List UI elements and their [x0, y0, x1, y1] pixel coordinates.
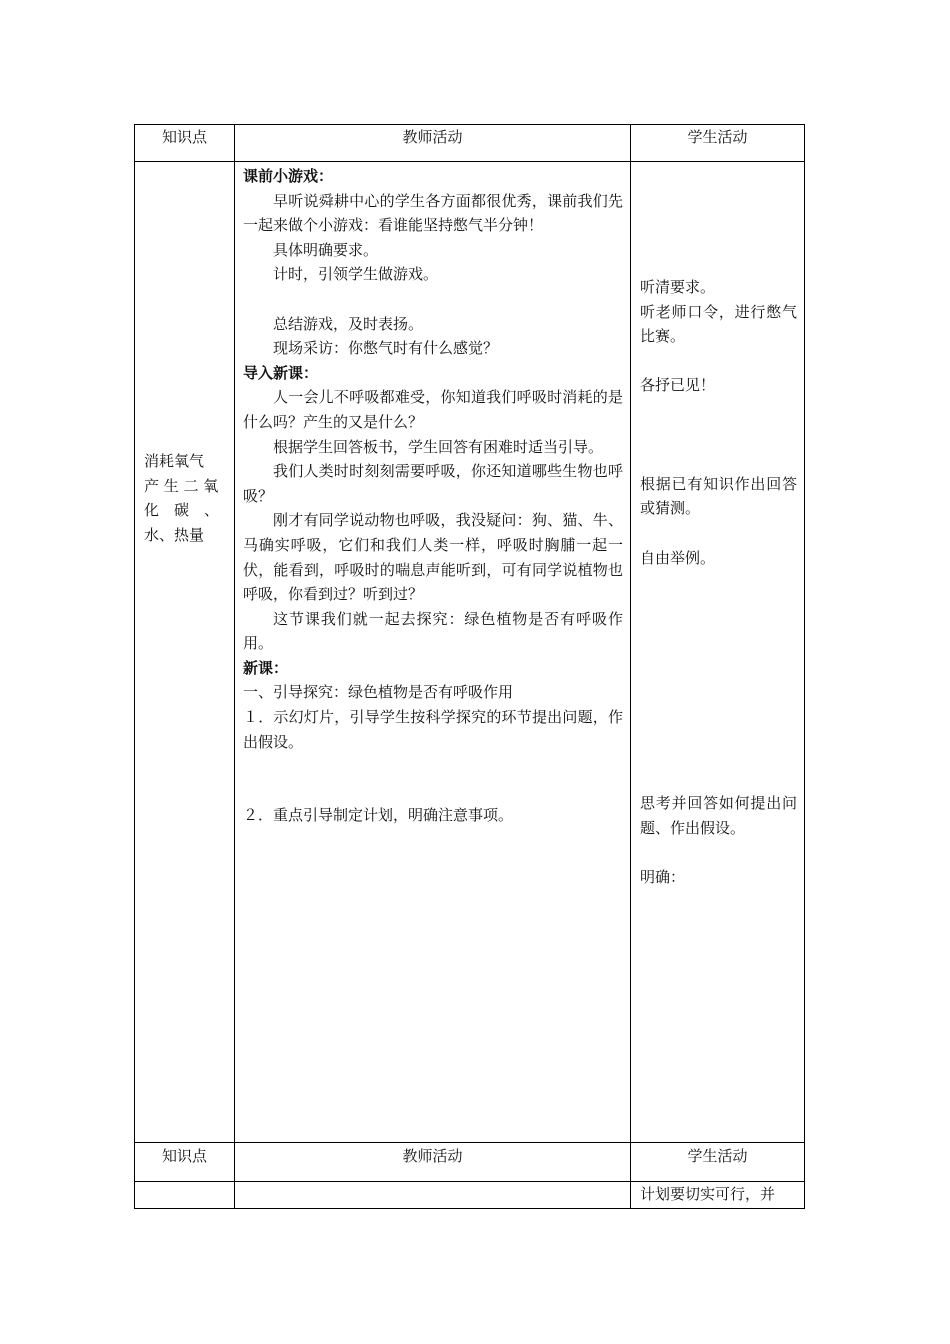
teacher-paragraph: 根据学生回答板书，学生回答有困难时适当引导。: [273, 437, 604, 456]
table-border-left: [134, 124, 135, 1209]
teacher-paragraph: 计时，引领学生做游戏。: [273, 265, 439, 284]
teacher-paragraph: 早听说舜耕中心的学生各方面都很优秀，课前我们先一起来做个小游戏：看谁能坚持憋气半分钟！: [243, 191, 623, 235]
student-response: 思考并回答如何提出问题、作出假设。: [640, 794, 797, 838]
teacher-activity-cell: [243, 164, 623, 828]
teacher-paragraph: 这节课我们就一起去探究：绿色植物是否有呼吸作用。: [243, 609, 623, 653]
student-response: 听老师口令，进行憋气比赛。: [640, 302, 797, 346]
section-title-new-lesson: 新课：: [243, 658, 289, 677]
student-response: 根据已有知识作出回答或猜测。: [640, 474, 797, 518]
student-activity-cell: [640, 275, 797, 890]
section-title-introduction: 导入新课：: [243, 363, 319, 382]
teacher-paragraph: 我们人类时时刻刻需要呼吸，你还知道哪些生物也呼吸？: [243, 462, 623, 505]
table-border-right: [804, 124, 805, 1209]
header-knowledge: 知识点: [161, 128, 207, 146]
knowledge-line: 产 生 二 氧: [144, 476, 219, 495]
section-title-pre-class-game: 课前小游戏：: [243, 167, 334, 185]
header-student-activity: 学生活动: [687, 1147, 748, 1165]
table-column-rule: [630, 124, 631, 1209]
header-knowledge: 知识点: [161, 1147, 207, 1165]
table-column-rule: [234, 124, 235, 1209]
knowledge-line: 化 碳 、: [144, 501, 220, 520]
header-teacher-activity: 教师活动: [402, 1147, 463, 1165]
knowledge-cell: [144, 449, 228, 547]
teacher-paragraph: １．示幻灯片，引导学生按科学探究的环节提出问题，作出假设。: [243, 708, 623, 751]
header-teacher-activity: 教师活动: [402, 128, 463, 146]
teacher-paragraph: 总结游戏，及时表扬。: [273, 314, 424, 333]
teacher-paragraph: 人一会儿不呼吸都难受，你知道我们呼吸时消耗的是什么吗？产生的又是什么？: [243, 388, 623, 431]
student-activity-continued: 计划要切实可行，并: [640, 1185, 776, 1203]
student-response: 各抒已见！: [640, 376, 716, 395]
student-response: 听清要求。: [640, 278, 716, 296]
knowledge-line: 消耗氧气: [144, 452, 205, 470]
teacher-paragraph: 具体明确要求。: [273, 240, 379, 259]
header-student-activity: 学生活动: [687, 128, 748, 146]
teacher-paragraph: 刚才有同学说动物也呼吸，我没疑问：狗、猫、牛、马确实呼吸，它们和我们人类一样，呼吸时胸脯一起一伏，能看到，呼吸时的喘息声能听到，可有同学说植物也呼吸，你看到过？听到过？: [243, 511, 623, 604]
knowledge-line: 水、热量: [144, 525, 205, 544]
student-response: 自由举例。: [640, 548, 716, 567]
teacher-paragraph: ２．重点引导制定计划，明确注意事项。: [243, 806, 514, 825]
teacher-paragraph: 一、引导探究：绿色植物是否有呼吸作用: [243, 683, 514, 702]
student-response: 明确：: [640, 868, 686, 887]
teacher-paragraph: 现场采访：你憋气时有什么感觉？: [273, 339, 499, 358]
